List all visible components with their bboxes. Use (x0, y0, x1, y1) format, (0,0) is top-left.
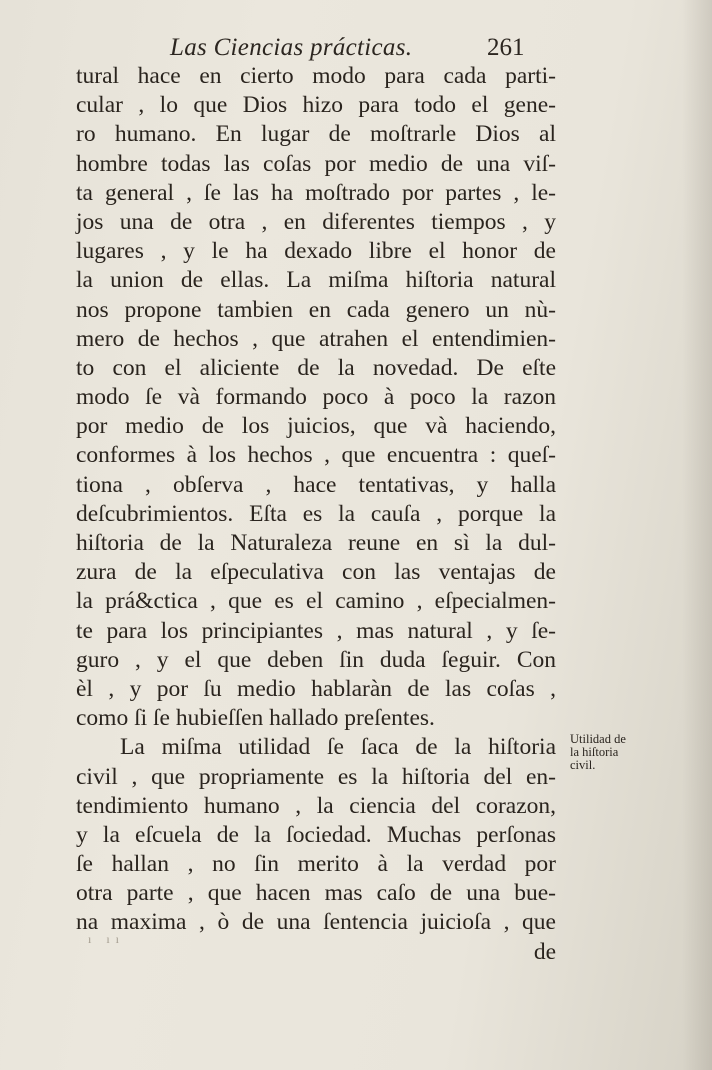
text-line: ſe hallan , no ſin merito à la verdad por (76, 851, 556, 878)
text-line: y la eſcuela de la ſociedad. Muchas perſonas (76, 821, 556, 848)
running-title: Las Ciencias prácticas. (170, 34, 413, 61)
page-edge-shadow (682, 0, 712, 1070)
text-line: nos propone tambien en cada genero un nù- (76, 296, 556, 323)
text-line: cular , lo que Dios hizo para todo el gene- (76, 92, 556, 119)
text-line: conformes à los hechos , que encuentra : queſ- (76, 442, 556, 469)
paragraph-start-line: La miſma utilidad ſe ſaca de la hiſtoria (120, 734, 556, 761)
text-line: ta general , ſe las ha moſtrado por partes , le- (76, 179, 556, 206)
text-line: la prá&ctica , que es el camino , eſpecialmen- (76, 588, 556, 615)
stray-marks: ı ıı (88, 932, 126, 946)
text-line: por medio de los juicios, que và haciendo, (76, 413, 556, 440)
body-text (76, 62, 556, 967)
text-line: guro , y el que deben ſin duda ſeguir. Con (76, 646, 556, 673)
text-line: tiona , obſerva , hace tentativas, y halla (76, 471, 556, 498)
text-line: lugares , y le ha dexado libre el honor de (76, 238, 556, 265)
text-line: èl , y por ſu medio hablaràn de las coſas , (76, 675, 556, 702)
text-line: to con el aliciente de la novedad. De eſte (76, 354, 556, 381)
text-line: modo ſe và formando poco à poco la razon (76, 384, 556, 411)
text-line: na maxima , ò de una ſentencia juicioſa , que (76, 909, 556, 936)
text-line: zura de la eſpeculativa con las ventajas de (76, 559, 556, 586)
text-line: otra parte , que hacen mas caſo de una bue- (76, 880, 556, 907)
text-line: tural hace en cierto modo para cada parti- (76, 63, 556, 89)
text-line: como ſi ſe hubieſſen hallado preſentes. (76, 705, 435, 732)
text-line: deſcubrimientos. Eſta es la cauſa , porque la (76, 500, 556, 527)
text-line: jos una de otra , en diferentes tiempos , y (76, 208, 556, 235)
text-line: tendimiento humano , la ciencia del corazon, (76, 792, 556, 819)
margin-note (570, 733, 650, 772)
margin-note-line: civil. (570, 758, 596, 772)
text-line: hombre todas las coſas por medio de una viſ- (76, 150, 556, 177)
text-line: mero de hechos , que atrahen el entendimien- (76, 325, 556, 352)
text-line: ro humano. En lugar de moſtrarle Dios al (76, 121, 556, 148)
text-line: hiſtoria de la Naturaleza reune en sì la dul- (76, 530, 556, 556)
margin-note-line: la hiſtoria (570, 745, 619, 759)
text-line: civil , que propriamente es la hiſtoria del en- (76, 763, 556, 790)
text-line: te para los principiantes , mas natural , y ſe- (76, 617, 556, 644)
page-number: 261 (487, 34, 525, 61)
margin-note-line: Utilidad de (570, 732, 626, 746)
text-line: la union de ellas. La miſma hiſtoria natural (76, 267, 556, 294)
catchword: de (533, 938, 556, 965)
